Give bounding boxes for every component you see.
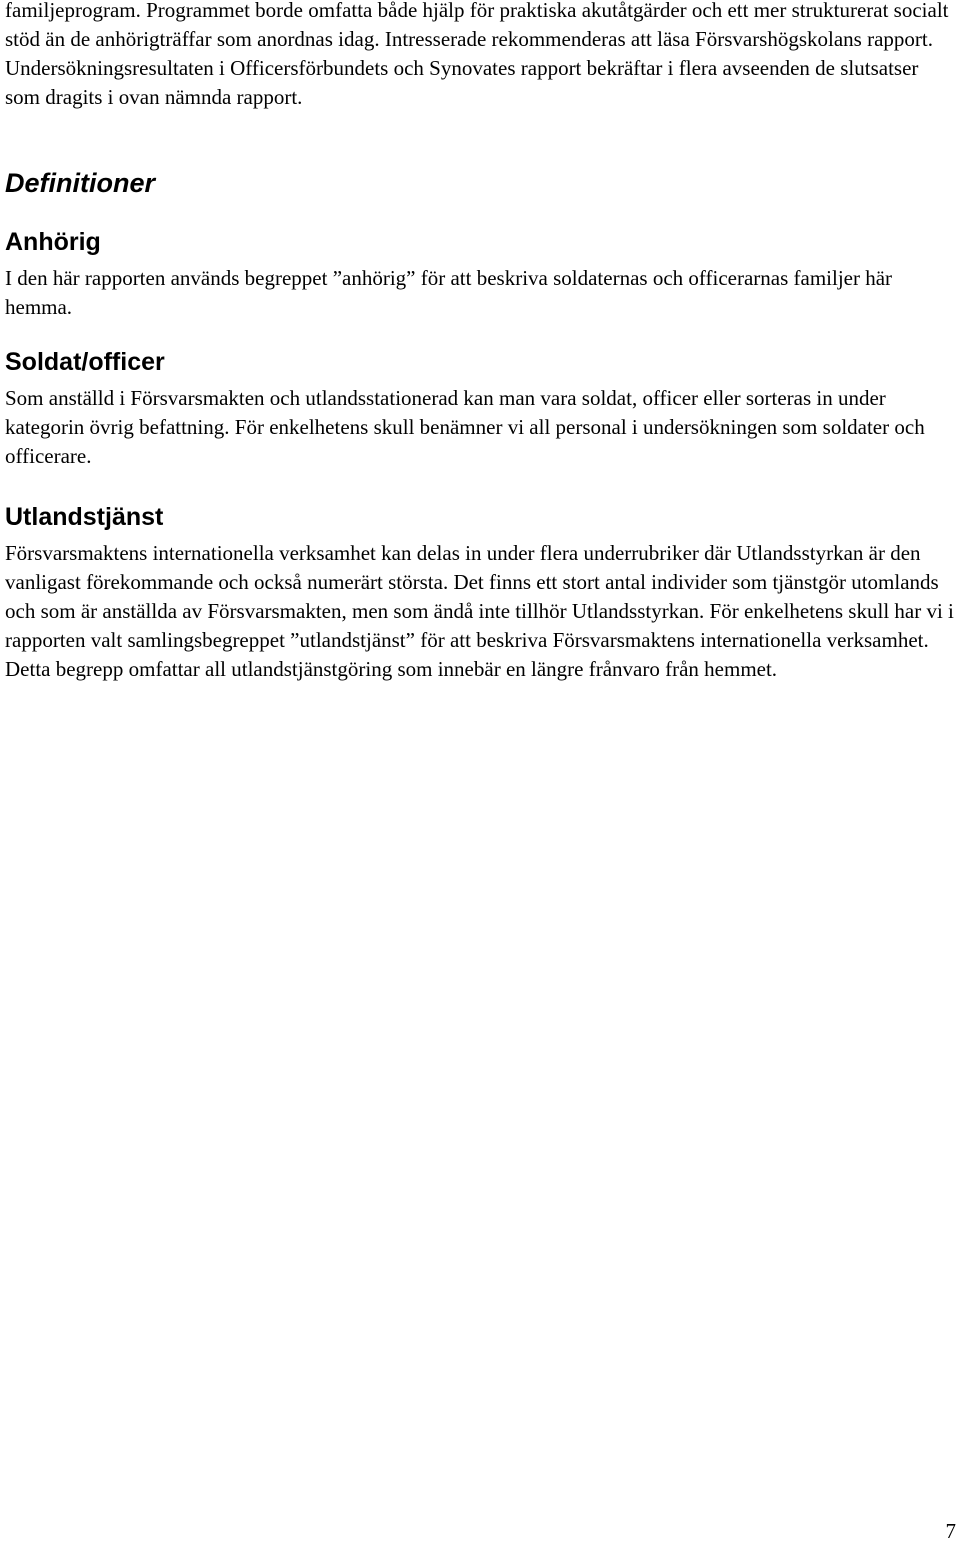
definition-soldat-officer xyxy=(5,346,955,471)
definition-anhorig xyxy=(5,226,955,322)
definition-term: Utlandstjänst xyxy=(5,503,164,531)
definition-term: Anhörig xyxy=(5,228,101,256)
definition-utlandstjanst xyxy=(5,501,955,684)
section-title-definitioner: Definitioner xyxy=(5,168,156,198)
intro-paragraph: familjeprogram. Programmet borde omfatta både hjälp för praktiska akutåtgärder och ett mer strukturerat socialt stöd än de anhörigträffar som anordnas idag. Intresserade rekommenderas att läsa Försvarshögskolans rapport. Undersökningsresultaten i Officersförbundets och Synovates rapport bekräftar i flera avseenden de slutsatser som dragits i ovan nämnda rapport. xyxy=(5,0,949,109)
definition-text: Som anställd i Försvarsmakten och utlandsstationerad kan man vara soldat, officer eller sorteras in under kategorin övrig befattning. För enkelhetens skull benämner vi all personal i undersökningen som soldater och officerare. xyxy=(5,386,925,468)
definition-text: Försvarsmaktens internationella verksamhet kan delas in under flera underrubriker där Utlandsstyrkan är den vanligast förekommande och också numerärt största. Det finns ett stort antal individer som tjänstgör utomlands och som är anställda av Försvarsmakten, men som ändå inte tillhör Utlandsstyrkan. För enkelhetens skull har vi i rapporten valt samlingsbegreppet ”utlandstjänst” för att beskriva Försvarsmaktens internationella verksamhet. Detta begrepp omfattar all utlandstjänstgöring som innebär en längre frånvaro från hemmet. xyxy=(5,541,954,681)
page-number: 7 xyxy=(945,1519,956,1543)
definition-text: I den här rapporten används begreppet ”anhörig” för att beskriva soldaternas och officerarnas familjer här hemma. xyxy=(5,266,893,319)
definition-term: Soldat/officer xyxy=(5,348,165,376)
